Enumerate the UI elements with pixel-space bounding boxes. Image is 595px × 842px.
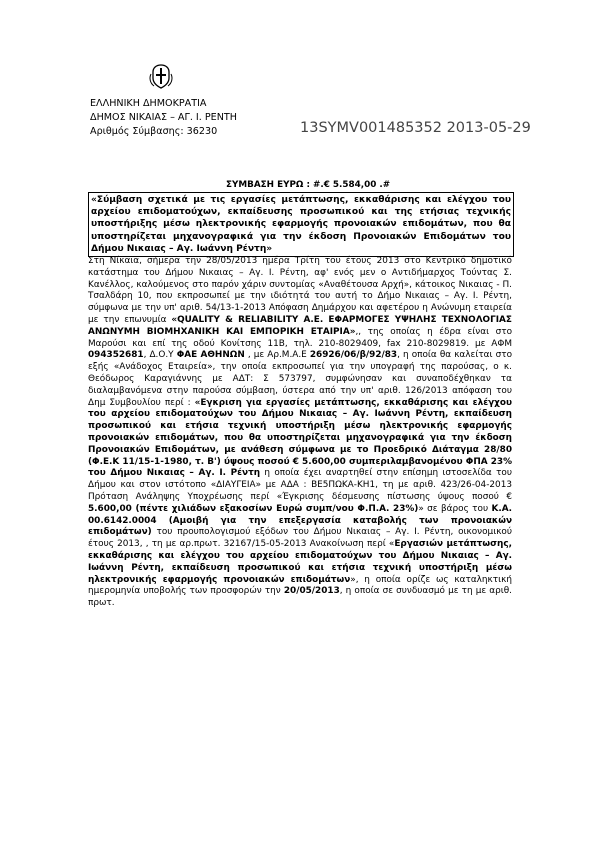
contract-subject-box: «Σύμβαση σχετικά με τις εργασίες μετάπτωσης, εκκαθάρισης και ελέγχου του αρχείου επιδοματούχων, εκπαίδευσης προσωπικού και της ετήσιας τεχνικής υποστήριξης μέσω ηλεκτρονικής εφαρμογής προνοιακών επιδομάτων, που θα υποστηρίζεται μηχανογραφικά για την έκδοση Προνοιακών Επιδομάτων του Δήμου Νικαιας – Αγ. Ιωάννη Ρέντη» [88,192,514,257]
text-segment: , η οποία σε συνδυασμό με τη με αριθ. πρωτ. [88,586,512,609]
text-segment: , η οποία θα καλείται στο εξής «Ανάδοχος Εταιρεία», την οποία εκπροσωπεί για την υπογραφή της παρούσας, ο κ. Θεόδωρος Καραγιάννης με ΑΔΤ: Σ 573797, συμφώνησαν και συναποδέχθηκαν τα διαλαμβανόμενα στην παρούσα σύμβαση, ύστερα από την υπ' αριθ. 126/2013 απόφαση του Δημ Συμβουλίου περί : [88,350,513,408]
text-segment: » σε βάρος του [418,503,492,514]
text-segment: , Δ.Ο.Υ [143,350,177,361]
country-label: ΕΛΛΗΝΙΚΗ ΔΗΜΟΚΡΑΤΙΑ [90,98,207,109]
ada-code: 13SYMV001485352 2013-05-29 [300,120,531,136]
text-segment: », η οποία ορίζε ως καταληκτική ημερομηνία υποβολής των προσφορών την [88,574,512,597]
text-segment: Στη Νίκαια, σήμερα την 28/05/2013 ημέρα Τρίτη του έτους 2013 στο Κεντρικό δημοτικό κατάστημα του Δήμου Νικαιας – Αγ. Ι. Ρέντη, αφ' ενός μεν ο Αντιδήμαρχος Τούντας Σ. Κανέλλος, καλούμενος στο παρόν χάριν συντομίας «Αναθέτουσα Αρχή», κάτοικος Νικαιας - Π. Τσαλδάρη 10, που εκπροσωπεί με την ιδιότητά του αυτή το Δήμο Νικαιας – Αγ. Ι. Ρέντη, σύμφωνα με την υπ' αριθ. 54/13-1-2013 Απόφαση Δημάρχου και αφετέρου η Ανώνυμη εταιρεία με την επωνυμία [88,256,512,325]
bold-text-segment: Εργασιών μετάπτωσης, εκκαθάρισης και ελέγχου του αρχείου επιδοματούχων του Δήμου Νικαιας – Αγ. Ιωάννη Ρέντη, εκπαίδευση προσωπικού και ετήσια τεχνική υποστήριξη μέσω ηλεκτρονικής εφαρμογής προνοιακών επιδομάτων [88,539,512,585]
bold-text-segment: 26926/06/β/92/83 [309,350,398,361]
bold-text-segment: «Εγκριση για εργασίες μετάπτωσης, εκκαθάρισης και ελέγχου του αρχείου επιδοματούχων του Δήμου Νικαιας – Αγ. Ιωάννη Ρέντη, εκπαίδευση προσωπικού και ετήσια τεχνική υποστήριξη μέσω ηλεκτρονικής εφαρμογής προνοιακών επιδομάτων, που θα υποστηρίζεται μηχανογραφικά για την έκδοση Προνοιακών Επιδομάτων, με ανάθεση σύμφωνα με το Προεδρικό Διάταγμα 28/80 (Φ.Ε.Κ 11/15-1-1980, τ. Β') ύψους ποσού € 5.600,00 συμπεριλαμβανομένου ΦΠΑ 23% του Δήμου Νικαιας – Αγ. Ι. Ρέντη [88,397,512,479]
municipality-label: ΔΗΜΟΣ ΝΙΚΑΙΑΣ – ΑΓ. Ι. ΡΕΝΤΗ [90,112,237,123]
text-segment: ,, της οποίας η έδρα είναι στο Μαρούσι και επί της οδού Κονίτσης 11Β, τηλ. 210-8029409, fax 210-8029819. με ΑΦΜ [88,326,512,349]
bold-text-segment: 5.600,00 (πέντε χιλιάδων εξακοσίων Ευρώ συμπ/νου Φ.Π.Α. 23%) [88,503,419,514]
bold-text-segment: 094352681 [88,350,144,361]
bold-text-segment: Κ.Α. 00.6142.0004 (Αμοιβή για την επεξεργασία καταβολής των προνοιακών επιδομάτων) [88,503,512,538]
bold-text-segment: 20/05/2013 [283,586,340,597]
text-segment: του προυπολογισμού εξόδων του Δήμου Νικαιας – Αγ. Ι. Ρέντη, οικονομικού έτους 2013, , τη με αρ.πρωτ. 32167/15-05-2013 Ανακοίνωση περί « [88,527,512,550]
document-header [90,97,237,139]
bold-text-segment: ΦΑΕ ΑΘΗΝΩΝ [176,350,245,361]
contract-number: Αριθμός Σύμβασης: 36230 [90,126,218,137]
greek-emblem-icon [148,64,174,90]
contract-title: ΣΥΜΒΑΣΗ ΕΥΡΩ : #.€ 5.584,00 .# [226,180,391,190]
text-segment: η οποία έχει αναρτηθεί στην επίσημη ιστοσελίδα του Δήμου και στον ιστότοπο «ΔΙΑΥΓΕΙΑ» με ΑΔΑ : ΒΕ5ΠΩΚΑ-ΚΗ1, τη με αριθ. 423/26-04-2013 Πρόταση Ανάληψης Υποχρέωσης περί «Έγκρισης δέσμευσης πίστωσης ύψους ποσού € [88,468,512,502]
contract-body-text [88,256,512,610]
text-segment: , με Αρ.Μ.Α.Ε [244,350,310,361]
bold-text-segment: «QUALITY & RELIABILITY Α.Ε. ΕΦΑΡΜΟΓΕΣ ΥΨΗΛΗΣ ΤΕΧΝΟΛΟΓΙΑΣ ΑΝΩΝΥΜΗ ΒΙΟΜΗΧΑΝΙΚΗ ΚΑΙ ΕΜΠΟΡΙΚΗ ΕΤΑΙΡΙΑ» [88,314,512,337]
